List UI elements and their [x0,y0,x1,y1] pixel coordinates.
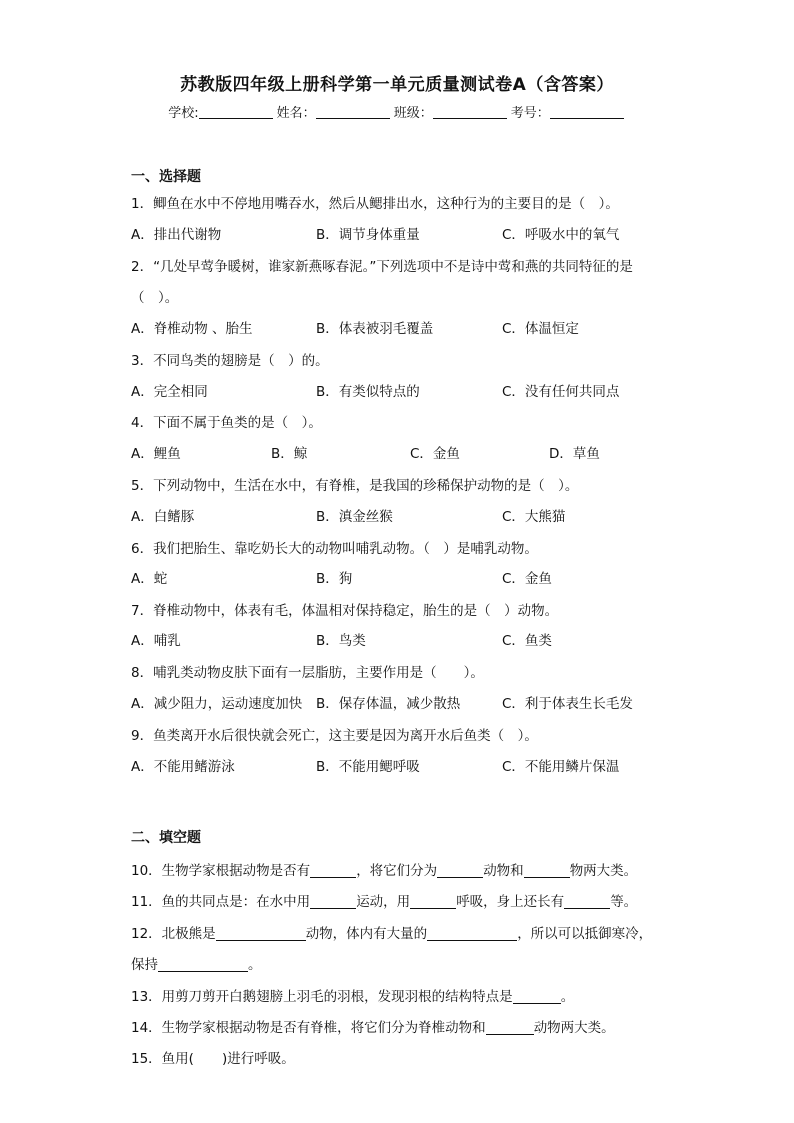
name-blank[interactable] [316,106,390,119]
q10-blank-1[interactable] [310,864,356,878]
question-13 [131,985,574,1005]
question-12 [131,922,652,942]
question-8: 8．哺乳类动物皮肤下面有一层脂肪，主要作用是（ ）。 [131,665,484,681]
q6-option-a: A．蛇 [131,571,168,587]
q9-option-a: A．不能用鳍游泳 [131,759,235,775]
q4-option-b: B．鲸 [271,446,308,462]
q12-text-1: 12．北极熊是 [131,926,216,942]
q12-text-2: 动物，体内有大量的 [305,926,428,942]
q11-blank-3[interactable] [564,895,610,909]
q13-blank-1[interactable] [513,990,561,1004]
id-label: 考号： [510,106,550,121]
question-1: 1．鲫鱼在水中不停地用嘴吞水，然后从鳃排出水，这种行为的主要目的是（ ）。 [131,196,619,212]
q7-option-c: C．鱼类 [502,633,552,649]
q5-option-b: B．滇金丝猴 [316,509,393,525]
q12-text-4: 保持 [131,957,158,973]
q9-option-c: C．不能用鳞片保温 [502,759,620,775]
name-label: 姓名： [276,106,316,121]
school-label: 学校: [168,106,199,121]
question-11 [131,890,637,910]
student-info-row [0,102,794,121]
q11-text-3: 呼吸，身上还长有 [456,894,565,910]
q15-text-1: 15．鱼用( [131,1051,194,1067]
class-blank[interactable] [433,106,507,119]
q1-option-c: C．呼吸水中的氧气 [502,227,620,243]
q14-text-2: 动物两大类。 [533,1020,615,1036]
question-12-cont [131,953,262,973]
q10-blank-3[interactable] [524,864,570,878]
q3-option-b: B．有类似特点的 [316,384,420,400]
question-3: 3．不同鸟类的翅膀是（ ）的。 [131,353,329,369]
q2-option-b: B．体表被羽毛覆盖 [316,321,434,337]
q14-blank-1[interactable] [486,1021,534,1035]
q3-option-c: C．没有任何共同点 [502,384,620,400]
q12-text-3: ，所以可以抵御寒冷， [517,926,653,942]
q11-text-1: 11．鱼的共同点是：在水中用 [131,894,311,910]
school-blank[interactable] [199,106,273,119]
q12-text-5: 。 [248,957,262,973]
class-label: 班级： [393,106,433,121]
section-title-fill: 二、填空题 [131,830,201,846]
section-title-choice: 一、选择题 [131,169,201,185]
q2-option-c: C．体温恒定 [502,321,579,337]
q6-option-b: B．狗 [316,571,353,587]
question-6: 6．我们把胎生、靠吃奶长大的动物叫哺乳动物。（ ）是哺乳动物。 [131,541,538,557]
q14-text-1: 14．生物学家根据动物是否有脊椎，将它们分为脊椎动物和 [131,1020,486,1036]
q8-option-a: A．减少阻力，运动速度加快 [131,696,303,712]
q8-option-c: C．利于体表生长毛发 [502,696,633,712]
q2-option-a: A．脊椎动物 、胎生 [131,321,253,337]
q7-option-b: B．鸟类 [316,633,366,649]
question-14 [131,1016,615,1036]
question-7: 7．脊椎动物中，体表有毛，体温相对保持稳定，胎生的是（ ）动物。 [131,603,559,619]
q4-option-c: C．金鱼 [410,446,460,462]
q4-option-d: D．草鱼 [549,446,600,462]
q3-option-a: A．完全相同 [131,384,208,400]
q13-text-2: 。 [560,989,575,1005]
q10-blank-2[interactable] [437,864,483,878]
q11-text-2: 运动，用 [356,894,411,910]
q12-blank-2[interactable] [427,927,517,941]
q5-option-a: A．白鳍豚 [131,509,195,525]
q11-blank-1[interactable] [310,895,356,909]
q5-option-c: C．大熊猫 [502,509,566,525]
question-15 [131,1047,295,1067]
q15-text-2: )进行呼吸。 [221,1051,295,1067]
q1-option-b: B．调节身体重量 [316,227,420,243]
question-2: 2．“几处早莺争暖树，谁家新燕啄春泥。”下列选项中不是诗中莺和燕的共同特征的是 [131,259,633,275]
q13-text-1: 13．用剪刀剪开白鹅翅膀上羽毛的羽根，发现羽根的结构特点是 [131,989,513,1005]
question-9: 9．鱼类离开水后很快就会死亡，这主要是因为离开水后鱼类（ ）。 [131,728,538,744]
question-5: 5．下列动物中，生活在水中，有脊椎，是我国的珍稀保护动物的是（ ）。 [131,478,579,494]
question-4: 4．下面不属于鱼类的是（ ）。 [131,415,322,431]
q10-text-2: ，将它们分为 [356,863,438,879]
q11-text-4: 等。 [610,894,638,910]
question-10 [131,859,637,879]
q10-text-1: 10．生物学家根据动物是否有 [131,863,311,879]
page-title: 苏教版四年级上册科学第一单元质量测试卷A（含答案） [180,75,614,95]
q9-option-b: B．不能用鳃呼吸 [316,759,420,775]
q10-text-3: 动物和 [483,863,524,879]
q8-option-b: B．保存体温，减少散热 [316,696,461,712]
q11-blank-2[interactable] [410,895,456,909]
question-2-cont: （ ）。 [131,290,179,306]
id-blank[interactable] [550,106,624,119]
q7-option-a: A．哺乳 [131,633,181,649]
q4-option-a: A．鲤鱼 [131,446,181,462]
q12-blank-3[interactable] [158,958,248,972]
q10-text-4: 物两大类。 [569,863,638,879]
q6-option-c: C．金鱼 [502,571,552,587]
q12-blank-1[interactable] [216,927,306,941]
q1-option-a: A．排出代谢物 [131,227,222,243]
